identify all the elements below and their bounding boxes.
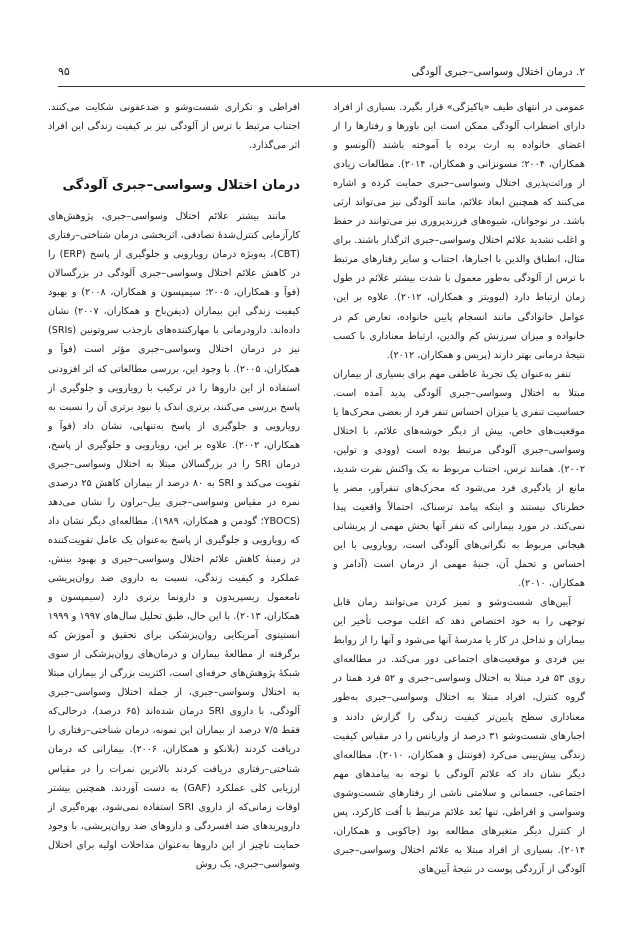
body-paragraph: تنفر به‌عنوان یک تجربهٔ عاطفی مهم برای بسیاری از بیماران مبتلا به اختلال وسواسی–جبری آلودگی پدید آمده است. حساسیت تنفری یا میزان احساس تنفر فرد از بعضی محرک‌ها یا موقعیت‌های خاص، بیش از دیگر خوشه‌های علائم، با اختلال وسواسی–جبری آلودگی مرتبط بوده است (وودی و تولین، ۲۰۰۲). همانند ترس، اجتناب مربوط به یک واکنش نفرت شدید، مانع از یادگیری فرد می‌شود که محرک‌های تنفرآور، مضر یا خطرناک نیستند و اینکه پیامد ترسناک، احتمالاً واقعیت پیدا نمی‌کند. در مورد بیمارانی که تنفر آنها بخش مهمی از پریشانی هیجانی مربوط به نگرانی‌های آلودگی است، رویارویی با این احساس و تحمل آن، جنبهٔ مهمی از درمان است (آدامز و همکاران، ۲۰۱۰). — [333, 368, 585, 590]
body-paragraph: عمومی در انتهای طیف «پاکیزگی» قرار بگیرد. بسیاری از افراد دارای اضطراب آلودگی ممکن است این باورها و رفتارها را از اعضای خانواده به ارث برده یا آموخته باشند (آلونسو و همکاران، ۲۰۰۴؛ مسونزانی و همکاران، ۲۰۱۴). مطالعات زیادی از وراثت‌پذیری اختلال وسواسی–جبری حمایت کرده و اشاره می‌کنند که همچنین ابعاد علائم، مانند آلودگی نیز می‌تواند ارثی باشد. در نوجوانان، شیوه‌های فرزندپروری نیز می‌توانند در حفظ و اغلب تشدید علائم اختلال وسواسی–جبری اثرگذار باشند. برای مثال، انطباق والدین با اجبارها، اجتناب و سایر رفتارهای مرتبط با ترس از آلودگی به‌طور معمول با شدت بیشتر علائم در طول زمان ارتباط دارد (لبوویتز و همکاران، ۲۰۱۲). علاوه بر این، عوامل خانوادگی مانند انسجام پایین خانواده، تعارض کم در خانواده و میزان سرزنش کم والدین، ارتباط معناداری با کسب نتیجهٔ درمانی بهتر دارند (پریس و همکاران، ۲۰۱۲). — [333, 102, 585, 361]
right-column — [333, 98, 585, 879]
body-paragraph: مانند بیشتر علائم اختلال وسواسی–جبری، پژوهش‌های کارآزمایی کنترل‌شدهٔ تصادفی، اثربخشی درمان شناختی–رفتاری (CBT)، به‌ویژه درمان رویارویی و جلوگیری از پاسخ (ERP) را در کاهش علائم اختلال وسواسی–جبری آلودگی در بزرگسالان (فوآ و همکاران، ۲۰۰۵؛ سیمپسون و همکاران، ۲۰۰۸) و بهبود کیفیت زندگی این بیماران (دیفن‌باخ و همکاران، ۲۰۰۷) نشان داده‌اند. دارودرمانی با مهارکننده‌های بازجذب سروتونین (SRIs) نیز در درمان اختلال وسواسی–جبری مؤثر است (فوآ و همکاران، ۲۰۰۵). با وجود این، بررسی مطالعاتی که اثر افزودنی استفاده از این داروها را در ترکیب با رویارویی و جلوگیری از پاسخ بررسی می‌کنند، برتری اندک یا نبود برتری آن را نسبت به رویارویی و جلوگیری از پاسخ به‌تنهایی، نشان داد (فوآ و همکاران، ۲۰۰۲). علاوه بر این، رویارویی و جلوگیری از پاسخ، درمان SRI را در بزرگسالان مبتلا به اختلال وسواسی–جبری تقویت می‌کند و SRI به ۸۰ درصد از بیماران کاهش ۲۵ درصدی نمره در مقیاس وسواسی–جبری ییل–براون را نشان می‌دهد (YBOCS؛ گودمن و همکاران، ۱۹۸۹). مطالعه‌ای دیگر نشان داد که رویارویی و جلوگیری از پاسخ به‌عنوان یک عامل تقویت‌کننده در زمینهٔ کاهش علائم اختلال وسواسی–جبری و بهبود بینش، عملکرد و کیفیت زندگی، نسبت به داروی ضد روان‌پریشی نامعمول ریسپریدون و دارونما برتری دارد (سیمپسون و همکاران، ۲۰۱۳). با این حال، طبق تحلیل سال‌های ۱۹۹۷ و ۱۹۹۹ انستیتوی آمریکایی روان‌پزشکی برای تحقیق و آموزش که برگرفته از مطالعهٔ بیماران و درمان‌های روان‌پزشکی از سوی شبکهٔ پژوهش‌های حرفه‌ای است، اکثریت بزرگی از بیماران مبتلا به اختلال وسواسی–جبری، از جمله اختلال وسواسی–جبری آلودگی، با داروی SRI درمان شده‌اند (۶۵ درصد)، درحالی‌که فقط ۷/۵ درصد از بیماران این نمونه، درمان شناختی–رفتاری را دریافت کردند (بلانکو و همکاران، ۲۰۰۶). بیمارانی که درمان شناختی–رفتاری دریافت کردند بالاترین نمرات را در مقیاس ارزیابی کلی عملکرد (GAF) به دست آوردند. همچنین بیشتر اوقات زمانی‌که از داروی SRI استفاده نمی‌شود، بهره‌گیری از داروپریدهای ضد افسردگی و داروهای ضد روان‌پریشی، با وجود حمایت ناچیز از این داروها به‌عنوان مداخلات اولیه برای اختلال وسواسی–جبری، یک روش — [48, 211, 301, 870]
running-title: ۲. درمان اختلال وسواسی–جبری آلودگی — [411, 66, 585, 78]
page-number: ۹۵ — [58, 65, 70, 78]
body-paragraph: افراطی و تکراری شست‌وشو و ضدعفونی شکایت می‌کنند. اجتناب مرتبط با ترس از آلودگی نیز بر کیفیت زندگی این افراد اثر می‌گذارد. — [48, 102, 300, 152]
body-paragraph: آیین‌های شست‌وشو و تمیز کردن می‌توانند زمان قابل توجهی را به خود اختصاص دهد که اغلب موجب تأخیر این بیماران و تداخل در کار یا مدرسهٔ آنها می‌شود و آنها را از روابط بین فردی و موقعیت‌های اجتماعی دور می‌کند. در مطالعه‌ای روی ۵۳ فرد مبتلا به اختلال وسواسی–جبری و ۵۲ فرد همتا در گروه کنترل، افراد مبتلا به اختلال وسواسی–جبری به‌طور معناداری سطح پایین‌تر کیفیت زندگی را گزارش دادند و اجبارهای شست‌وشو ۳۱ درصد از واریانس را در مقیاس کیفیت زندگی پیش‌بینی می‌کرد (فونتنل و همکاران، ۲۰۱۰). مطالعه‌ای دیگر نشان داد که علائم آلودگی با توجه به پیامدهای مهم اجتماعی، جسمانی و سلامتی ناشی از رفتارهای شست‌وشوی وسواسی و افراطی، تنها بُعد علائم مرتبط با اُفت کارکرد، پس از کنترل دیگر متغیرهای مطالعه بود (جاکوبی و همکاران، ۲۰۱۴). بسیاری از افراد مبتلا به علائم اختلال وسواسی–جبری آلودگی از آزردگی پوست در نتیجهٔ آیین‌های — [333, 597, 585, 875]
section-heading: درمان اختلال وسواسی–جبری آلودگی — [62, 178, 300, 194]
running-header — [58, 64, 585, 87]
left-column — [48, 98, 300, 874]
